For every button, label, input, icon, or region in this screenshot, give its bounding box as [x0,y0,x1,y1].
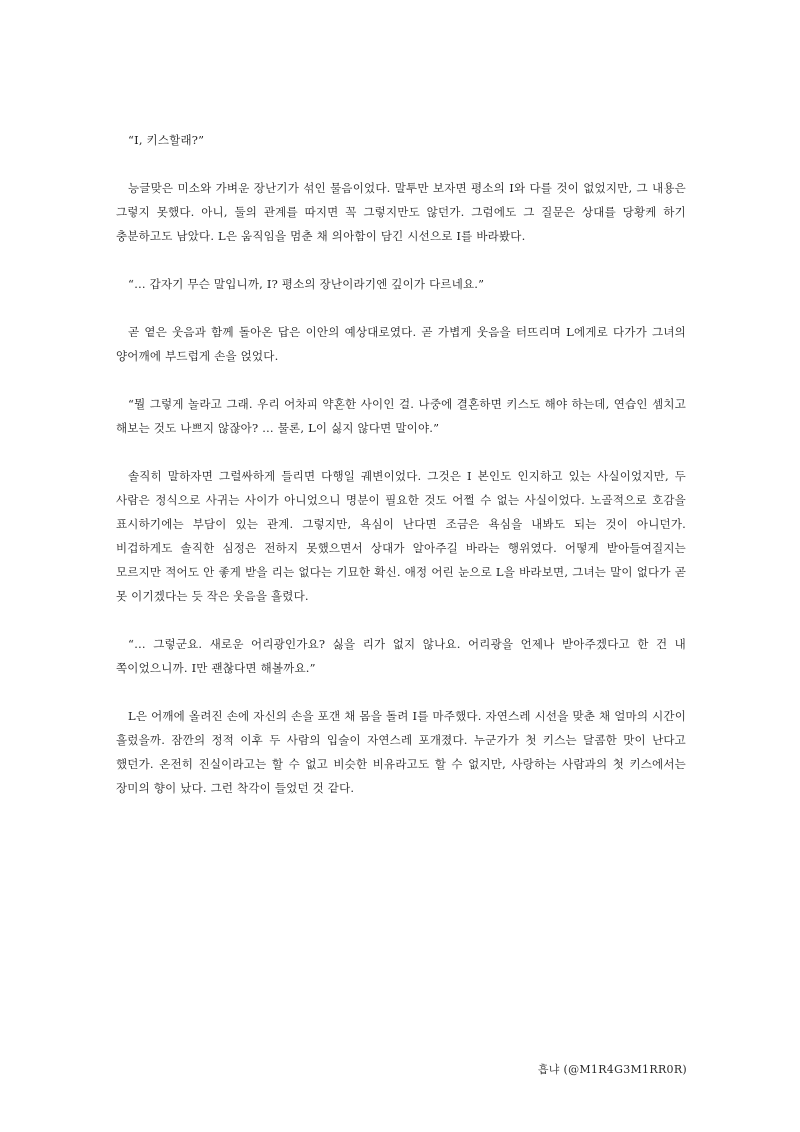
dialogue-paragraph: “… 갑자기 무슨 말입니까, I? 평소의 장난이라기엔 깊이가 다르네요.” [128,277,485,291]
story-body [116,128,686,824]
author-credit: 흡냐 (@M1R4G3M1RR0R) [537,1063,687,1076]
narration-paragraph: L은 어깨에 올려진 손에 자신의 손을 포갠 채 몸을 돌려 I를 마주했다. 자연스레 시선을 맞춘 채 얼마의 시간이 흘렀을까. 잠깐의 정적 이후 두 사람의 입술이 자연스레 포개졌다. 누군가가 첫 키스는 달콤한 맛이 난다고 했던가. 온전히 진실이라고는 할 수 없고 비슷한 비유라고도 할 수 없지만, 사랑하는 사람과의 첫 키스에서는 장미의 향이 났다. 그런 착각이 들었던 것 같다. [116,709,686,795]
dialogue-paragraph: “I, 키스할래?” [128,133,205,147]
dialogue-paragraph: “뭘 그렇게 놀라고 그래. 우리 어차피 약혼한 사이인 걸. 나중에 결혼하면 키스도 해야 하는데, 연습인 셈치고 해보는 것도 나쁘지 않잖아? … 물론, L이 싫지 않다면 말이야.” [116,397,686,435]
narration-paragraph: 능글맞은 미소와 가벼운 장난기가 섞인 물음이었다. 말투만 보자면 평소의 I와 다를 것이 없었지만, 그 내용은 그렇지 못했다. 아니, 둘의 관계를 따지면 꼭 그렇지만도 않던가. 그럼에도 그 질문은 상대를 당황케 하기 충분하고도 남았다. L은 움직임을 멈춘 채 의아함이 담긴 시선으로 I를 바라봤다. [116,181,686,243]
dialogue-paragraph: “… 그렇군요. 새로운 어리광인가요? 싫을 리가 없지 않나요. 어리광을 언제나 받아주겠다고 한 건 내 쪽이었으니까. I만 괜찮다면 해볼까요.” [116,637,686,675]
narration-paragraph: 솔직히 말하자면 그럴싸하게 들리면 다행일 궤변이었다. 그것은 I 본인도 인지하고 있는 사실이었지만, 두 사람은 정식으로 사귀는 사이가 아니었으니 명분이 필요한 것도 어쩔 수 없는 사실이었다. 노골적으로 호감을 표시하기에는 부담이 있는 관계. 그렇지만, 욕심이 난다면 조금은 욕심을 내봐도 되는 것이 아니던가. 비겁하게도 솔직한 심정은 전하지 못했으면서 상대가 알아주길 바라는 행위였다. 어떻게 받아들여질지는 모르지만 적어도 안 좋게 받을 리는 없다는 기묘한 확신. 애정 어린 눈으로 L을 바라보면, 그녀는 말이 없다가 곧 못 이기겠다는 듯 작은 웃음을 흘렸다. [116,469,686,603]
narration-paragraph: 곧 옅은 웃음과 함께 돌아온 답은 이안의 예상대로였다. 곧 가볍게 웃음을 터뜨리며 L에게로 다가가 그녀의 양어깨에 부드럽게 손을 얹었다. [116,325,686,363]
